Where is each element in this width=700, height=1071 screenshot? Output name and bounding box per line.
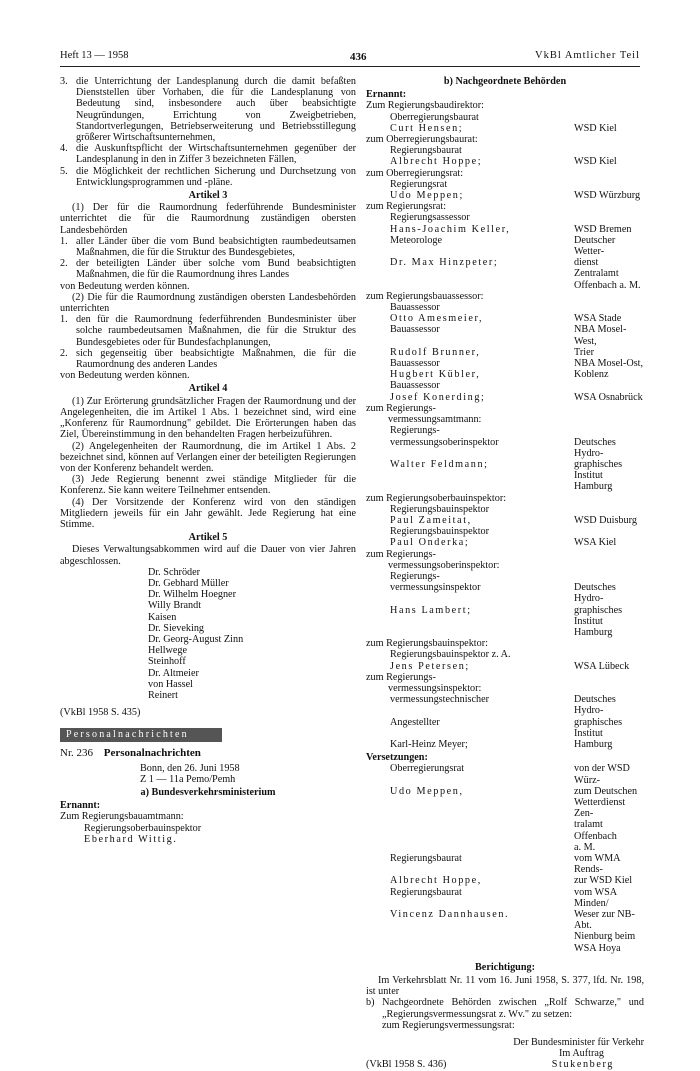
personnel-row	[366, 100, 644, 111]
personnel-row	[366, 931, 644, 942]
personnel-office	[574, 649, 644, 660]
art3-list1-number: 2.	[60, 258, 68, 270]
personnel-rank-or-name: zum Regierungsoberbauinspektor:	[366, 492, 507, 504]
personnel-office	[550, 672, 644, 683]
personnel-rank-or-name	[366, 627, 574, 638]
personnel-row	[366, 437, 644, 459]
personnel-office: NBA Mosel-West,	[574, 324, 627, 347]
personnel-rank-or-name	[366, 481, 574, 492]
personnel-office	[550, 134, 644, 145]
article-3-list-2	[60, 314, 356, 370]
personnel-rank-or-name: Otto Amesmeier,	[390, 313, 484, 325]
personnel-row	[366, 683, 644, 694]
appointment-rank: Zum Regierungsbauamtmann:	[60, 811, 184, 823]
personnel-row	[366, 842, 644, 853]
personnel-rank-or-name: Regierungsassessor	[390, 212, 470, 224]
personnel-row	[366, 112, 644, 123]
article-3-heading: Artikel 3	[188, 190, 228, 202]
section-bar: Personalnachrichten	[60, 728, 222, 742]
personnel-rank-or-name	[366, 819, 574, 841]
personnel-row	[366, 358, 644, 369]
correction-para-3: zum Regierungsvermessungsrat:	[382, 1019, 515, 1031]
personnel-row	[366, 257, 644, 279]
personnel-rank-or-name: vermessungstechnischer	[390, 694, 490, 706]
article-4-para: (3) Jede Regierung benennt zwei ständige Mitglieder für die Konferenz. Sie kann weitere Teilnehmer entsenden.	[60, 474, 356, 497]
personnel-office: WSA Lübeck	[574, 660, 630, 672]
personnel-rank-or-name: Dr. Max Hinzpeter;	[390, 257, 499, 269]
personnel-rank-or-name: Regierungsbaurat	[390, 853, 462, 865]
art3-list1-text: der beteiligten Länder über solche vom Bund beabsichtigten Maßnahmen, die für die Raumordnung ihres Landes	[76, 258, 356, 281]
personnel-rank-or-name: zum Regierungs-	[366, 671, 436, 683]
personnel-rank-or-name: zum Regierungsrat:	[366, 201, 447, 213]
personnel-office: WSA Osnabrück	[574, 391, 643, 403]
page-header	[60, 50, 640, 67]
personnel-office	[574, 571, 644, 582]
signatory-name: Hellwege	[148, 645, 188, 657]
personnel-office: WSD Bremen	[574, 223, 632, 235]
article-5-para: Dieses Verwaltungsabkommen wird auf die Dauer von vier Jahren abgeschlossen.	[60, 544, 356, 567]
personnel-office: graphisches Institut	[574, 604, 623, 627]
reference-2: (VkBl 1958 S. 436)	[366, 1059, 447, 1071]
personnel-office: WSA Hoya	[574, 942, 621, 954]
list-item	[60, 143, 356, 165]
file-reference: Z 1 — 11a Pemo/Pemh	[140, 773, 236, 785]
publication-title: VkBl Amtlicher Teil	[535, 50, 640, 61]
personnel-office	[574, 302, 644, 313]
reference-1: (VkBl 1958 S. 435)	[60, 707, 141, 719]
personnel-office: WSA Kiel	[574, 537, 617, 549]
personnel-rank-or-name: zum Regierungsbauinspektor:	[366, 638, 488, 650]
personnel-row	[366, 537, 644, 548]
personnel-office	[550, 493, 644, 504]
article-3-list-1	[60, 236, 356, 281]
signature-line	[366, 1059, 644, 1070]
personnel-office	[550, 168, 644, 179]
personnel-rank-or-name: vermessungsinspektor	[390, 582, 481, 594]
personnel-office: a. M.	[574, 841, 596, 853]
personnel-row	[366, 649, 644, 660]
personnel-rank-or-name: Albrecht Hoppe;	[390, 156, 483, 168]
art3-list2-number: 2.	[60, 347, 68, 359]
personnel-row	[366, 717, 644, 739]
signature-authority: Der Bundesminister für Verkehr	[513, 1037, 644, 1049]
personnel-rank-or-name: Regierungsbaurat	[390, 145, 462, 157]
personnel-office: WSD Kiel	[574, 122, 617, 134]
personnel-row	[366, 739, 644, 750]
personnel-rank-or-name: zum Oberregierungsbaurat:	[366, 134, 478, 146]
personnel-rank-or-name: Regierungsbauinspektor z. A.	[390, 649, 511, 661]
personnel-row	[366, 661, 644, 672]
personnel-row	[366, 853, 644, 875]
notice-heading	[60, 748, 356, 759]
personnel-row	[366, 515, 644, 526]
personnel-rank-or-name: vermessungsoberinspektor	[390, 436, 499, 448]
personnel-row	[366, 212, 644, 223]
personnel-row	[366, 571, 644, 582]
article-3-para-2: (2) Die für die Raumordnung zuständigen obersten Landesbehörden unterrichten	[60, 291, 356, 315]
personnel-office: Deutscher Wetter-	[574, 234, 616, 258]
art3-list2-text: sich gegenseitig über beabsichtigte Maßnahmen, die für die Raumordnung des anderen Landes	[76, 347, 356, 371]
personnel-row	[366, 909, 644, 931]
signatory-name: Dr. Georg-August Zinn	[148, 633, 244, 645]
personnel-row	[366, 627, 644, 638]
subsection-a: a) Bundesverkehrsministerium	[140, 786, 276, 798]
signatory-name: Dr. Gebhard Müller	[148, 577, 229, 589]
personnel-rank-or-name: Regierungsbauinspektor	[390, 503, 490, 515]
personnel-office	[550, 100, 644, 111]
personnel-row	[366, 504, 644, 515]
personnel-rank-or-name: Udo Meppen;	[390, 190, 464, 202]
personnel-row	[366, 797, 644, 819]
art3-list2-number: 1.	[60, 314, 68, 326]
transfers-table	[366, 763, 644, 953]
personnel-office	[574, 425, 644, 436]
personnel-office: Nienburg beim	[574, 931, 636, 943]
personnel-row	[366, 425, 644, 436]
personnel-office: Hamburg	[574, 481, 613, 493]
art3-list1-item	[60, 236, 356, 258]
personnel-office: Trier	[574, 346, 595, 358]
personnel-rank-or-name: Bauassessor	[390, 358, 440, 370]
personnel-rank-or-name	[366, 797, 574, 819]
appointed-label-b: Ernannt:	[366, 89, 407, 101]
personnel-rank-or-name: Walter Feldmann;	[390, 458, 489, 470]
numbered-list-top	[60, 76, 356, 188]
personnel-rank-or-name	[366, 943, 574, 954]
personnel-rank-or-name: Regierungsbaurat	[390, 886, 462, 898]
personnel-rank-or-name: zum Regierungs-	[366, 548, 436, 560]
personnel-rank-or-name: zum Regierungsbauassessor:	[366, 290, 484, 302]
personnel-office: Offenbach a. M.	[574, 279, 641, 291]
personnel-office: Hamburg	[574, 738, 613, 750]
personnel-row	[366, 672, 644, 683]
personnel-rank-or-name: vermessungsoberinspektor:	[388, 559, 500, 571]
notice-number: Nr. 236	[60, 747, 93, 760]
personnel-rank-or-name: Bauassessor	[390, 302, 440, 314]
personnel-row	[366, 786, 644, 797]
personnel-rank-or-name: Hans-Joachim Keller,	[390, 223, 511, 235]
personnel-office: graphisches Institut	[574, 716, 623, 739]
personnel-rank-or-name: Regierungs-	[390, 425, 440, 437]
personnel-row	[366, 190, 644, 201]
personnel-office: WSD Duisburg	[574, 514, 637, 526]
personnel-row	[366, 179, 644, 190]
list-text: die Möglichkeit der rechtlichen Sicherung und Durchsetzung von Entwicklungsprogrammen und -pläne.	[76, 165, 356, 188]
appointments-table	[366, 100, 644, 750]
personnel-rank-or-name	[366, 842, 574, 853]
personnel-rank-or-name: Angestellter	[390, 716, 440, 728]
article-3-tail-2: von Bedeutung werden können.	[60, 370, 190, 382]
signatory-name: Reinert	[148, 689, 178, 701]
personnel-row	[366, 302, 644, 313]
personnel-office: zur WSD Kiel	[574, 875, 633, 887]
personnel-row	[366, 582, 644, 604]
personnel-row	[366, 493, 644, 504]
personnel-office	[550, 549, 644, 560]
personnel-office: WSD Würzburg	[574, 190, 641, 202]
personnel-row	[366, 403, 644, 414]
signature-on-behalf: Im Auftrag	[559, 1048, 604, 1060]
personnel-row	[366, 313, 644, 324]
signatory-name: Kaisen	[148, 611, 177, 623]
personnel-row	[366, 694, 644, 716]
personnel-row	[366, 638, 644, 649]
personnel-office	[550, 291, 644, 302]
signatory-name: Dr. Altmeier	[148, 667, 199, 679]
personnel-row	[366, 887, 644, 909]
list-number: 5.	[60, 165, 68, 177]
personnel-row	[366, 134, 644, 145]
personnel-rank-or-name: Hans Lambert;	[390, 604, 472, 616]
personnel-rank-or-name: Meteorologe	[390, 234, 443, 246]
art3-list2-item	[60, 348, 356, 370]
personnel-office: vom WMA Rends-	[574, 853, 620, 876]
personnel-rank-or-name: Albrecht Hoppe,	[390, 875, 482, 887]
personnel-rank-or-name: Regierungs-	[390, 570, 440, 582]
signatory-name: von Hassel	[148, 678, 193, 690]
personnel-office: von der WSD Würz-	[574, 763, 630, 786]
personnel-office	[574, 145, 644, 156]
personnel-rank-or-name: Bauassessor	[390, 380, 440, 392]
correction-para-1: Im Verkehrsblatt Nr. 11 vom 16. Juni 1958, S. 377, lfd. Nr. 198, ist unter	[366, 975, 644, 998]
personnel-row	[366, 549, 644, 560]
personnel-row	[366, 526, 644, 537]
issue-label: Heft 13 — 1958	[60, 50, 129, 61]
left-column	[60, 76, 356, 845]
personnel-rank-or-name: Curt Hensen;	[390, 122, 464, 134]
personnel-office: zum Deutschen	[574, 785, 638, 797]
personnel-rank-or-name: zum Regierungs-	[366, 402, 436, 414]
personnel-rank-or-name	[366, 931, 574, 942]
personnel-office: Deutsches Hydro-	[574, 694, 616, 717]
signatory-name: Steinhoff	[148, 656, 186, 668]
personnel-rank-or-name: Zum Regierungsbaudirektor:	[366, 100, 484, 112]
personnel-row	[366, 123, 644, 134]
notice-title: Personalnachrichten	[103, 747, 201, 760]
personnel-row	[366, 819, 644, 841]
personnel-row	[366, 392, 644, 403]
person-name: Eberhard Wittig.	[84, 833, 178, 845]
signatory-name: Dr. Sieveking	[148, 622, 205, 634]
personnel-office: WSD Kiel	[574, 156, 617, 168]
personnel-office	[572, 414, 644, 425]
personnel-office: WSA Stade	[574, 313, 622, 325]
article-3-tail-1: von Bedeutung werden können.	[60, 280, 190, 292]
art3-list1-number: 1.	[60, 235, 68, 247]
personnel-office	[572, 683, 644, 694]
personnel-rank-or-name: Paul Onderka;	[390, 537, 470, 549]
personnel-rank-or-name: Josef Konerding;	[390, 391, 486, 403]
personnel-row	[366, 291, 644, 302]
signatory-list	[60, 567, 356, 701]
personnel-rank-or-name: Regierungsrat	[390, 178, 448, 190]
list-text: die Unterrichtung der Landesplanung durch die damit befaßten Dienststellen über Vorhaben, die für die Landesplanung von Bedeutung sind, insbesondere auch über beabsichtigte Neugründungen, Errichtung von Zweigbetrieben, Standortverlegungen, Betriebserweiterung und Betriebsstillegung größerer Wirtschaftsunternehmen,	[76, 76, 356, 144]
personnel-office: Wetterdienst Zen-	[574, 797, 626, 820]
personnel-office: Deutsches Hydro-	[574, 582, 616, 605]
list-number: 4.	[60, 143, 68, 155]
list-item	[60, 166, 356, 188]
personnel-office	[574, 526, 644, 537]
list-text: die Auskunftspflicht der Wirtschaftsunternehmen gegenüber der Landesplanung in den in Ziffer 3 bezeichneten Fällen,	[76, 143, 356, 166]
personnel-office	[572, 560, 644, 571]
personnel-rank-or-name: Hugbert Kübler,	[390, 369, 481, 381]
art3-list1-text: aller Länder über die vom Bund beabsichtigten raumbedeutsamen Maßnahmen, die für die Struktur des Bundesgebietes,	[76, 235, 356, 259]
article-4-paragraphs	[60, 396, 356, 530]
art3-list2-item	[60, 314, 356, 348]
personnel-office	[550, 638, 644, 649]
personnel-rank-or-name: zum Oberregierungsrat:	[366, 167, 464, 179]
personnel-row	[366, 605, 644, 627]
personnel-row	[366, 145, 644, 156]
correction-heading: Berichtigung:	[475, 961, 535, 973]
article-4-para: (2) Angelegenheiten der Raumordnung, die im Artikel 1 Abs. 2 bezeichnet sind, können auf Verlangen einer der beteiligten Regierungen von der Konferenz behandelt werden.	[60, 440, 356, 474]
person-title: Regierungsoberbauinspektor	[84, 822, 202, 834]
personnel-row	[366, 560, 644, 571]
signatory-name: Dr. Wilhelm Hoegner	[148, 589, 236, 601]
personnel-rank-or-name	[366, 280, 574, 291]
personnel-office	[550, 201, 644, 212]
personnel-rank-or-name: Vincenz Dannhausen.	[390, 909, 510, 921]
signatory-name: Dr. Schröder	[148, 566, 201, 578]
list-item	[60, 76, 356, 143]
personnel-row	[366, 459, 644, 481]
personnel-rank-or-name: Udo Meppen,	[390, 785, 464, 797]
article-4-para: (1) Zur Erörterung grundsätzlicher Fragen der Raumordnung und der Angelegenheiten, die im Artikel 1 Abs. 1 bezeichnet sind, wird eine „Konferenz für Raumordnung" gebildet. Die Erörterungen haben das Ziel, Übereinstimmung in den behandelten Fragen herbeizuführen.	[60, 395, 356, 441]
personnel-office	[550, 403, 644, 414]
personnel-rank-or-name: Oberregierungsbaurat	[390, 111, 479, 123]
personnel-row	[366, 156, 644, 167]
personnel-rank-or-name: Jens Petersen;	[390, 660, 470, 672]
personnel-row	[366, 347, 644, 358]
page-number: 436	[350, 51, 367, 63]
personnel-office	[574, 212, 644, 223]
personnel-row	[366, 280, 644, 291]
article-5-heading: Artikel 5	[188, 532, 228, 544]
personnel-row	[366, 369, 644, 380]
personnel-office	[574, 112, 644, 123]
personnel-office: tralamt Offenbach	[574, 819, 617, 842]
personnel-rank-or-name: Bauassessor	[390, 324, 440, 336]
personnel-rank-or-name: vermessungsamtmann:	[388, 414, 482, 426]
signature-name: Stukenberg	[551, 1059, 614, 1071]
personnel-office: vom WSA Minden/	[574, 886, 617, 909]
personnel-office: dienst Zentralamt	[574, 257, 619, 280]
personnel-office: graphisches Institut	[574, 458, 623, 482]
personnel-row	[366, 943, 644, 954]
personnel-row	[366, 380, 644, 391]
article-4-heading: Artikel 4	[188, 383, 228, 395]
article-4-para: (4) Der Vorsitzende der Konferenz wird von den ständigen Mitgliedern jeweils für ein Jahr gewählt. Jede Regierung hat eine Stimme.	[60, 496, 356, 530]
personnel-row	[366, 875, 644, 886]
article-3-para-1: (1) Der für die Raumordnung federführende Bundesminister unterrichtet die für die Raumordnung zuständigen obersten Landesbehörden	[60, 202, 356, 236]
personnel-office	[574, 179, 644, 190]
personnel-office: Koblenz	[574, 369, 609, 381]
personnel-row	[366, 224, 644, 235]
art3-list2-text: den für die Raumordnung federführenden Bundesminister über solche raumbedeutsamen Maßnahmen, die für die Struktur des Bundesgebietes oder für Bundesfachplanungen,	[76, 314, 356, 348]
correction-para-2: b) Nachgeordnete Behörden zwischen „Rolf Schwarze," und „Regierungsvermessungsrat z. Wv." zu setzen:	[366, 997, 644, 1020]
personnel-office: Hamburg	[574, 626, 613, 638]
right-column	[366, 76, 644, 1071]
personnel-rank-or-name: Karl-Heinz Meyer;	[390, 738, 468, 750]
transfers-label: Versetzungen:	[366, 752, 428, 764]
personnel-row	[366, 168, 644, 179]
personnel-office	[574, 504, 644, 515]
personnel-rank-or-name: vermessungsinspektor:	[388, 682, 482, 694]
list-number: 3.	[60, 76, 68, 87]
personnel-rank-or-name: Paul Zameitat,	[390, 514, 472, 526]
personnel-row	[366, 481, 644, 492]
subsection-b: b) Nachgeordnete Behörden	[443, 76, 567, 87]
personnel-office: Deutsches Hydro-	[574, 436, 616, 459]
notice-date: Bonn, den 26. Juni 1958	[140, 762, 240, 774]
personnel-row	[366, 763, 644, 785]
signatory-name: Willy Brandt	[148, 600, 202, 612]
personnel-rank-or-name: Oberregierungsrat	[390, 763, 465, 775]
personnel-row	[366, 324, 644, 346]
personnel-office: NBA Mosel-Ost,	[574, 358, 644, 370]
personnel-row	[366, 414, 644, 425]
personnel-row	[366, 201, 644, 212]
appointed-label: Ernannt:	[60, 800, 101, 812]
personnel-office	[574, 380, 644, 391]
personnel-rank-or-name: Regierungsbauinspektor	[390, 526, 490, 538]
personnel-row	[366, 235, 644, 257]
art3-list1-item	[60, 258, 356, 280]
personnel-office: Weser zur NB-Abt.	[574, 909, 635, 932]
personnel-rank-or-name: Rudolf Brunner,	[390, 346, 481, 358]
